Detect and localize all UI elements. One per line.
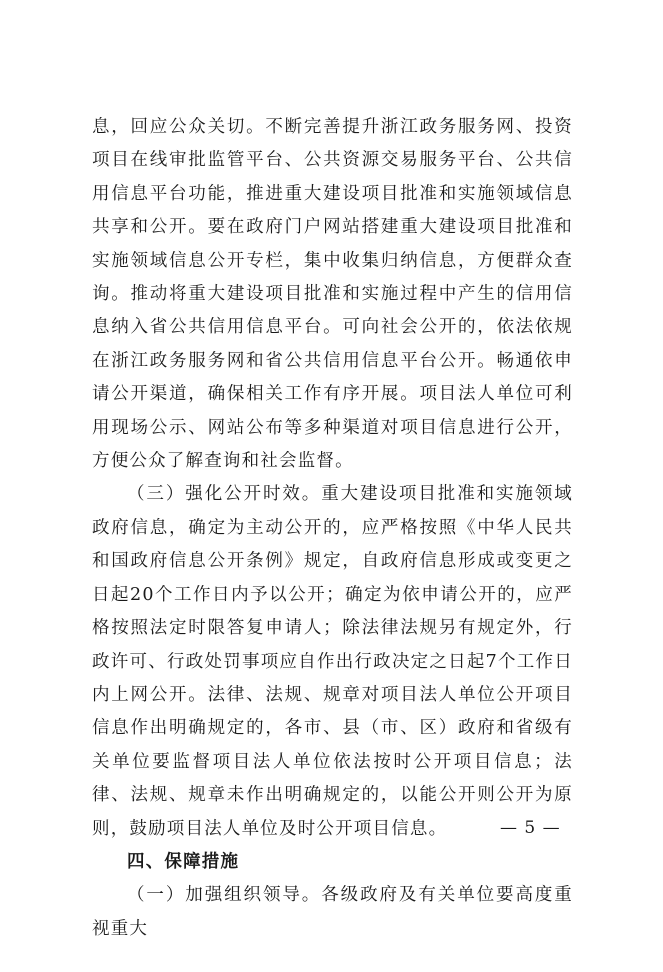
paragraph-leadership-body: 各级政府及有关单位要高度重视重大 bbox=[92, 885, 574, 939]
subheading-leadership: （一）加强组织领导。 bbox=[127, 885, 322, 906]
subheading-timeliness: （三）强化公开时效。 bbox=[127, 484, 322, 505]
paragraph-timeliness-body: 重大建设项目批准和实施领域政府信息，确定为主动公开的，应严格按照《中华人民共和国政府信息公开条例》规定，自政府信息形成或变更之日起20个工作日内予以公开；确定为依申请公开的，应严格按照法定时限答复申请人；除法律法规另有规定外，行政许可、行政处罚事项应自作出行政决定之日起7个工作日内上网公开。法律、法规、规章对项目法人单位公开项目信息作出明确规定的，各市、县（市、区）政府和省级有关单位要监督项目法人单位依法按时公开项目信息；法律、法规、规章未作出明确规定的，以能公开则公开为原则，鼓励项目法人单位及时公开项目信息。 bbox=[92, 484, 574, 839]
paragraph-platforms: 息，回应公众关切。不断完善提升浙江政务服务网、投资项目在线审批监管平台、公共资源交易服务平台、公共信用信息平台功能，推进重大建设项目批准和实施领域信息共享和公开。要在政府门户网站搭建重大建设项目批准和实施领域信息公开专栏，集中收集归纳信息，方便群众查询。推动将重大建设项目批准和实施过程中产生的信用信息纳入省公共信用信息平台。可向社会公开的，依法依规在浙江政务服务网和省公共信用信息平台公开。畅通依申请公开渠道，确保相关工作有序开展。项目法人单位可利用现场公示、网站公布等多种渠道对项目信息进行公开，方便公众了解查询和社会监督。 bbox=[92, 117, 573, 472]
section-heading-safeguards: 四、保障措施 bbox=[127, 851, 240, 872]
page-number: — 5 — bbox=[500, 818, 561, 838]
paragraph-leadership bbox=[92, 879, 573, 946]
paragraph-timeliness bbox=[92, 478, 573, 845]
